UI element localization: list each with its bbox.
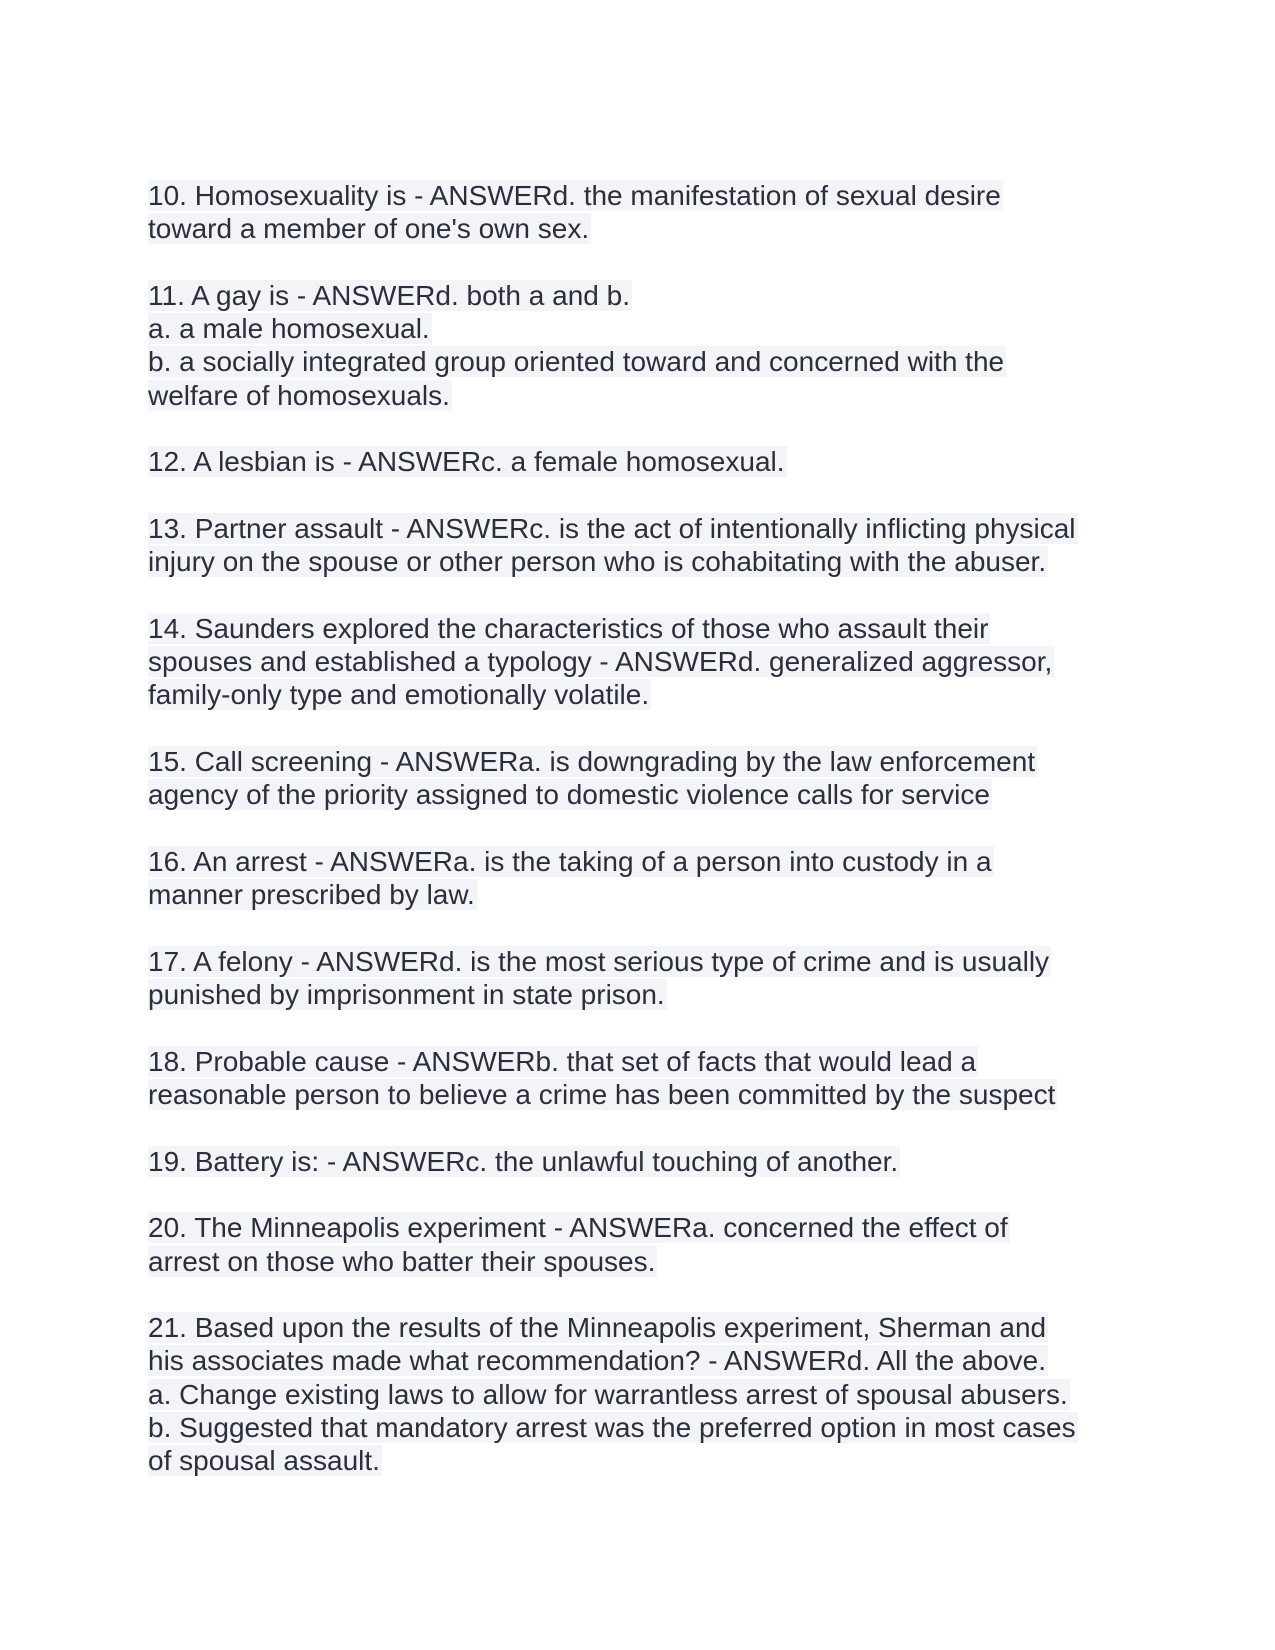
text-line: 12. A lesbian is - ANSWERc. a female homosexual. [148,446,785,478]
text-line: arrest on those who batter their spouses. [148,1245,656,1277]
question-12 [148,445,1148,478]
text-line: 14. Saunders explored the characteristics of those who assault their [148,612,989,644]
question-17 [148,945,1148,1012]
text-line: punished by imprisonment in state prison. [148,979,665,1011]
text-line: b. a socially integrated group oriented toward and concerned with the [148,346,1005,378]
text-line: his associates made what recommendation? - ANSWERd. All the above. [148,1345,1046,1377]
text-line: manner prescribed by law. [148,879,475,911]
document-body [148,179,1148,1511]
text-line: 19. Battery is: - ANSWERc. the unlawful touching of another. [148,1145,899,1177]
text-line: 18. Probable cause - ANSWERb. that set of facts that would lead a [148,1045,977,1077]
text-line: 15. Call screening - ANSWERa. is downgrading by the law enforcement [148,746,1036,778]
question-14 [148,612,1148,712]
text-line: 20. The Minneapolis experiment - ANSWERa. concerned the effect of [148,1212,1008,1244]
text-line: 11. A gay is - ANSWERd. both a and b. [148,279,630,311]
question-10 [148,179,1148,246]
text-line: agency of the priority assigned to domestic violence calls for service [148,779,990,811]
question-16 [148,845,1148,912]
text-line: a. a male homosexual. [148,313,430,345]
question-20 [148,1211,1148,1278]
question-19 [148,1145,1148,1178]
text-line: toward a member of one's own sex. [148,213,590,245]
text-line: 10. Homosexuality is - ANSWERd. the manifestation of sexual desire [148,180,1001,211]
text-line: b. Suggested that mandatory arrest was the preferred option in most cases [148,1411,1076,1443]
question-13 [148,512,1148,579]
text-line: 21. Based upon the results of the Minneapolis experiment, Sherman and [148,1312,1047,1344]
text-line: reasonable person to believe a crime has been committed by the suspect [148,1079,1056,1111]
text-line: family-only type and emotionally volatile. [148,679,650,711]
text-line: of spousal assault. [148,1445,380,1477]
text-line: 16. An arrest - ANSWERa. is the taking of a person into custody in a [148,845,992,877]
text-line: spouses and established a typology - ANSWERd. generalized aggressor, [148,646,1053,678]
question-21 [148,1311,1148,1477]
question-18 [148,1045,1148,1112]
question-11 [148,279,1148,412]
text-line: welfare of homosexuals. [148,379,450,411]
text-line: 13. Partner assault - ANSWERc. is the act of intentionally inflicting physical [148,512,1076,544]
text-line: a. Change existing laws to allow for warrantless arrest of spousal abusers. [148,1378,1068,1410]
text-line: injury on the spouse or other person who is cohabitating with the abuser. [148,546,1047,578]
text-line: 17. A felony - ANSWERd. is the most serious type of crime and is usually [148,945,1050,977]
question-15 [148,745,1148,812]
